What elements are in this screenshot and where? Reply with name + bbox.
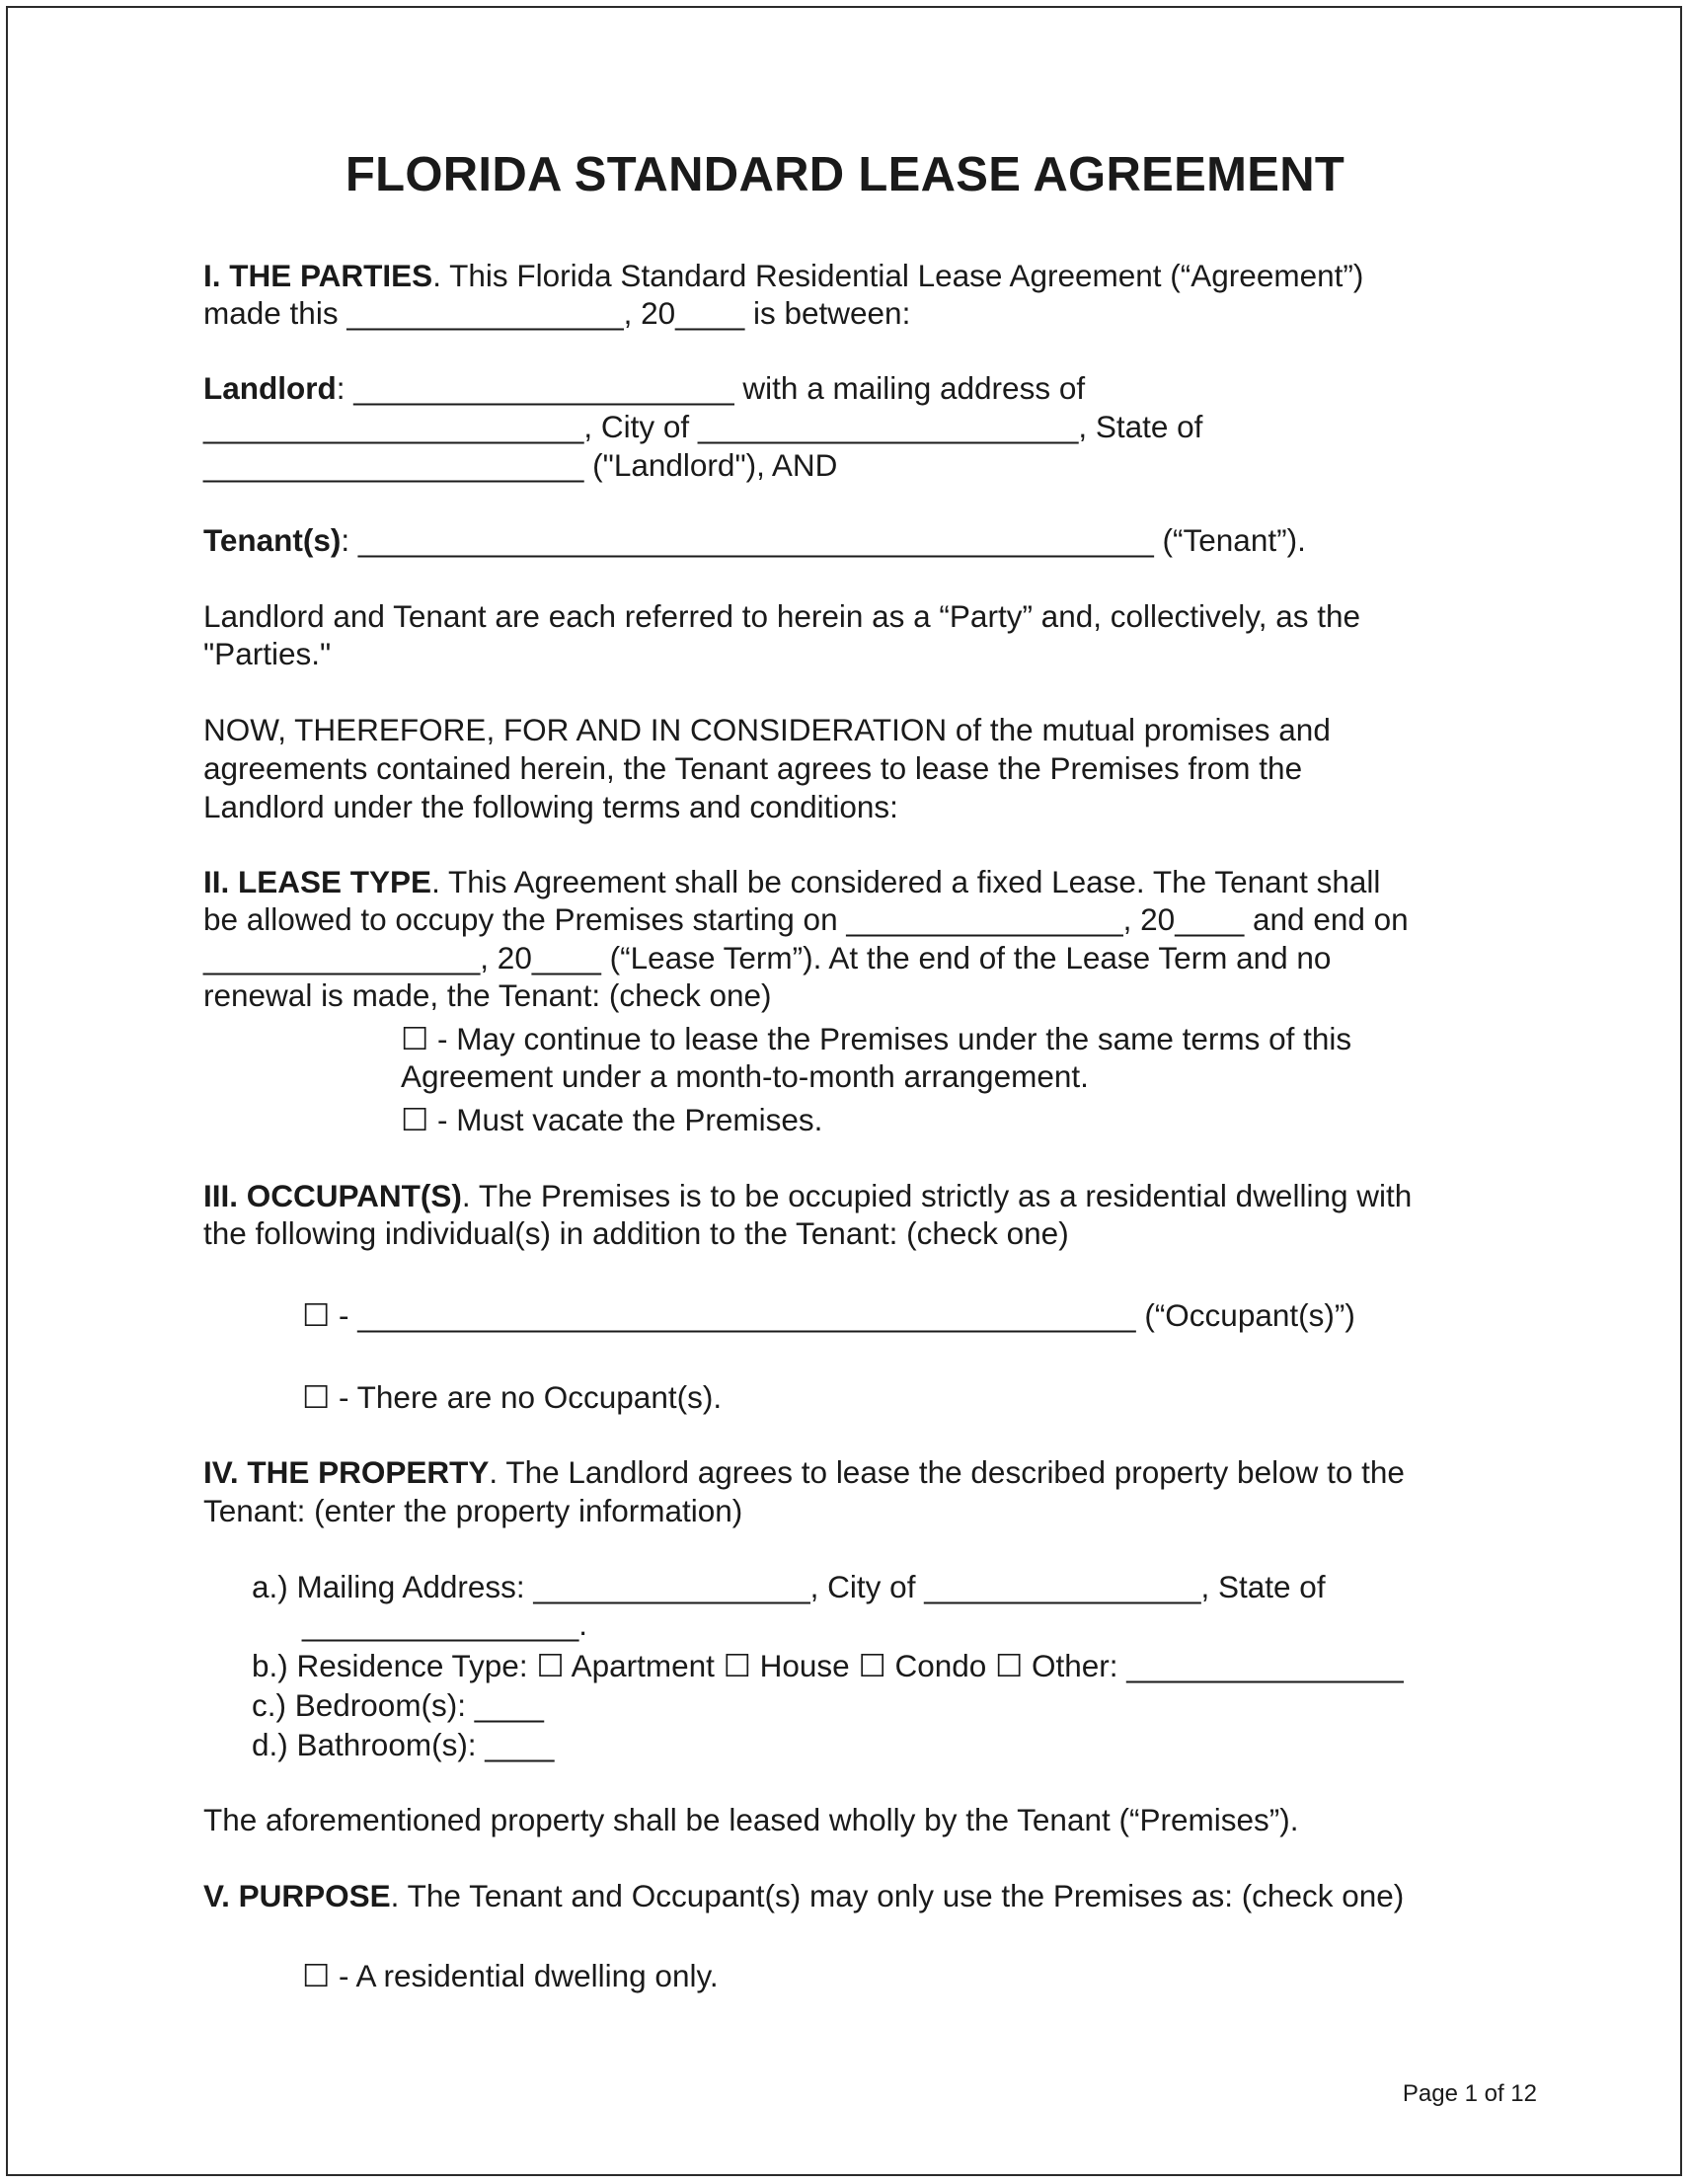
section-lease-type-line-2: be allowed to occupy the Premises starting on ________________, 20____ and end on — [203, 901, 1409, 937]
section-parties-line-2: made this ________________, 20____ is between: — [203, 295, 911, 331]
property-bedrooms: c.) Bedroom(s): ____ — [252, 1687, 544, 1723]
property-mailing-address-line-2: ________________. — [302, 1606, 588, 1642]
consideration-line-1: NOW, THEREFORE, FOR AND IN CONSIDERATION of the mutual promises and — [203, 712, 1331, 747]
section-lease-type-line-3: ________________, 20____ (“Lease Term”). At the end of the Lease Term and no — [203, 940, 1332, 975]
page-number: Page 1 of 12 — [1402, 2080, 1537, 2107]
tenant-label: Tenant(s) — [203, 522, 342, 558]
landlord-label: Landlord — [203, 370, 337, 406]
consideration-line-2: agreements contained herein, the Tenant agrees to lease the Premises from the — [203, 750, 1303, 786]
occupants-option-named[interactable]: ☐ - _____________________________________________ (“Occupant(s)”) — [302, 1297, 1355, 1333]
landlord-line-2: ______________________, City of ______________________, State of — [203, 409, 1203, 444]
parties-paragraph-line-1: Landlord and Tenant are each referred to herein as a “Party” and, collectively, as the — [203, 598, 1361, 634]
section-occupants-line-2: the following individual(s) in addition to the Tenant: (check one) — [203, 1215, 1069, 1251]
property-premises-statement: The aforementioned property shall be leased wholly by the Tenant (“Premises”). — [203, 1802, 1299, 1837]
section-parties-line-1: I. THE PARTIES. This Florida Standard Residential Lease Agreement (“Agreement”) — [203, 258, 1364, 293]
lease-option-vacate[interactable]: ☐ - Must vacate the Premises. — [401, 1102, 823, 1137]
landlord-line-1: Landlord: ______________________ with a mailing address of — [203, 370, 1086, 406]
section-occupants-line-1: III. OCCUPANT(S). The Premises is to be occupied strictly as a residential dwelling with — [203, 1178, 1413, 1213]
consideration-line-3: Landlord under the following terms and conditions: — [203, 789, 898, 824]
section-property-line-1: IV. THE PROPERTY. The Landlord agrees to lease the described property below to the — [203, 1454, 1405, 1490]
document-title: FLORIDA STANDARD LEASE AGREEMENT — [345, 148, 1345, 201]
section-property-heading: IV. THE PROPERTY — [203, 1454, 490, 1490]
section-purpose-line-1: V. PURPOSE. The Tenant and Occupant(s) may only use the Premises as: (check one) — [203, 1878, 1405, 1913]
section-lease-type-line-4: renewal is made, the Tenant: (check one) — [203, 977, 772, 1013]
property-mailing-address: a.) Mailing Address: ________________, City of ________________, State of — [252, 1569, 1326, 1604]
section-property-line-2: Tenant: (enter the property information) — [203, 1493, 743, 1528]
purpose-option-residential[interactable]: ☐ - A residential dwelling only. — [302, 1958, 719, 1993]
lease-option-month-to-month-line-2: Agreement under a month-to-month arrangement. — [401, 1058, 1089, 1094]
tenant-line: Tenant(s): ______________________________________________ (“Tenant”). — [203, 522, 1306, 558]
section-lease-type-heading: II. LEASE TYPE — [203, 864, 432, 899]
property-residence-type: b.) Residence Type: ☐ Apartment ☐ House ☐ Condo ☐ Other: ________________ — [252, 1648, 1404, 1683]
parties-paragraph-line-2: "Parties." — [203, 636, 332, 671]
lease-option-month-to-month[interactable]: ☐ - May continue to lease the Premises under the same terms of this — [401, 1021, 1352, 1056]
section-parties-heading: I. THE PARTIES — [203, 258, 433, 293]
property-bathrooms: d.) Bathroom(s): ____ — [252, 1727, 555, 1762]
occupants-option-none[interactable]: ☐ - There are no Occupant(s). — [302, 1379, 723, 1415]
section-occupants-heading: III. OCCUPANT(S) — [203, 1178, 462, 1213]
section-lease-type-line-1: II. LEASE TYPE. This Agreement shall be considered a fixed Lease. The Tenant shall — [203, 864, 1381, 899]
section-purpose-heading: V. PURPOSE — [203, 1878, 391, 1913]
landlord-line-3: ______________________ ("Landlord"), AND — [203, 447, 838, 483]
